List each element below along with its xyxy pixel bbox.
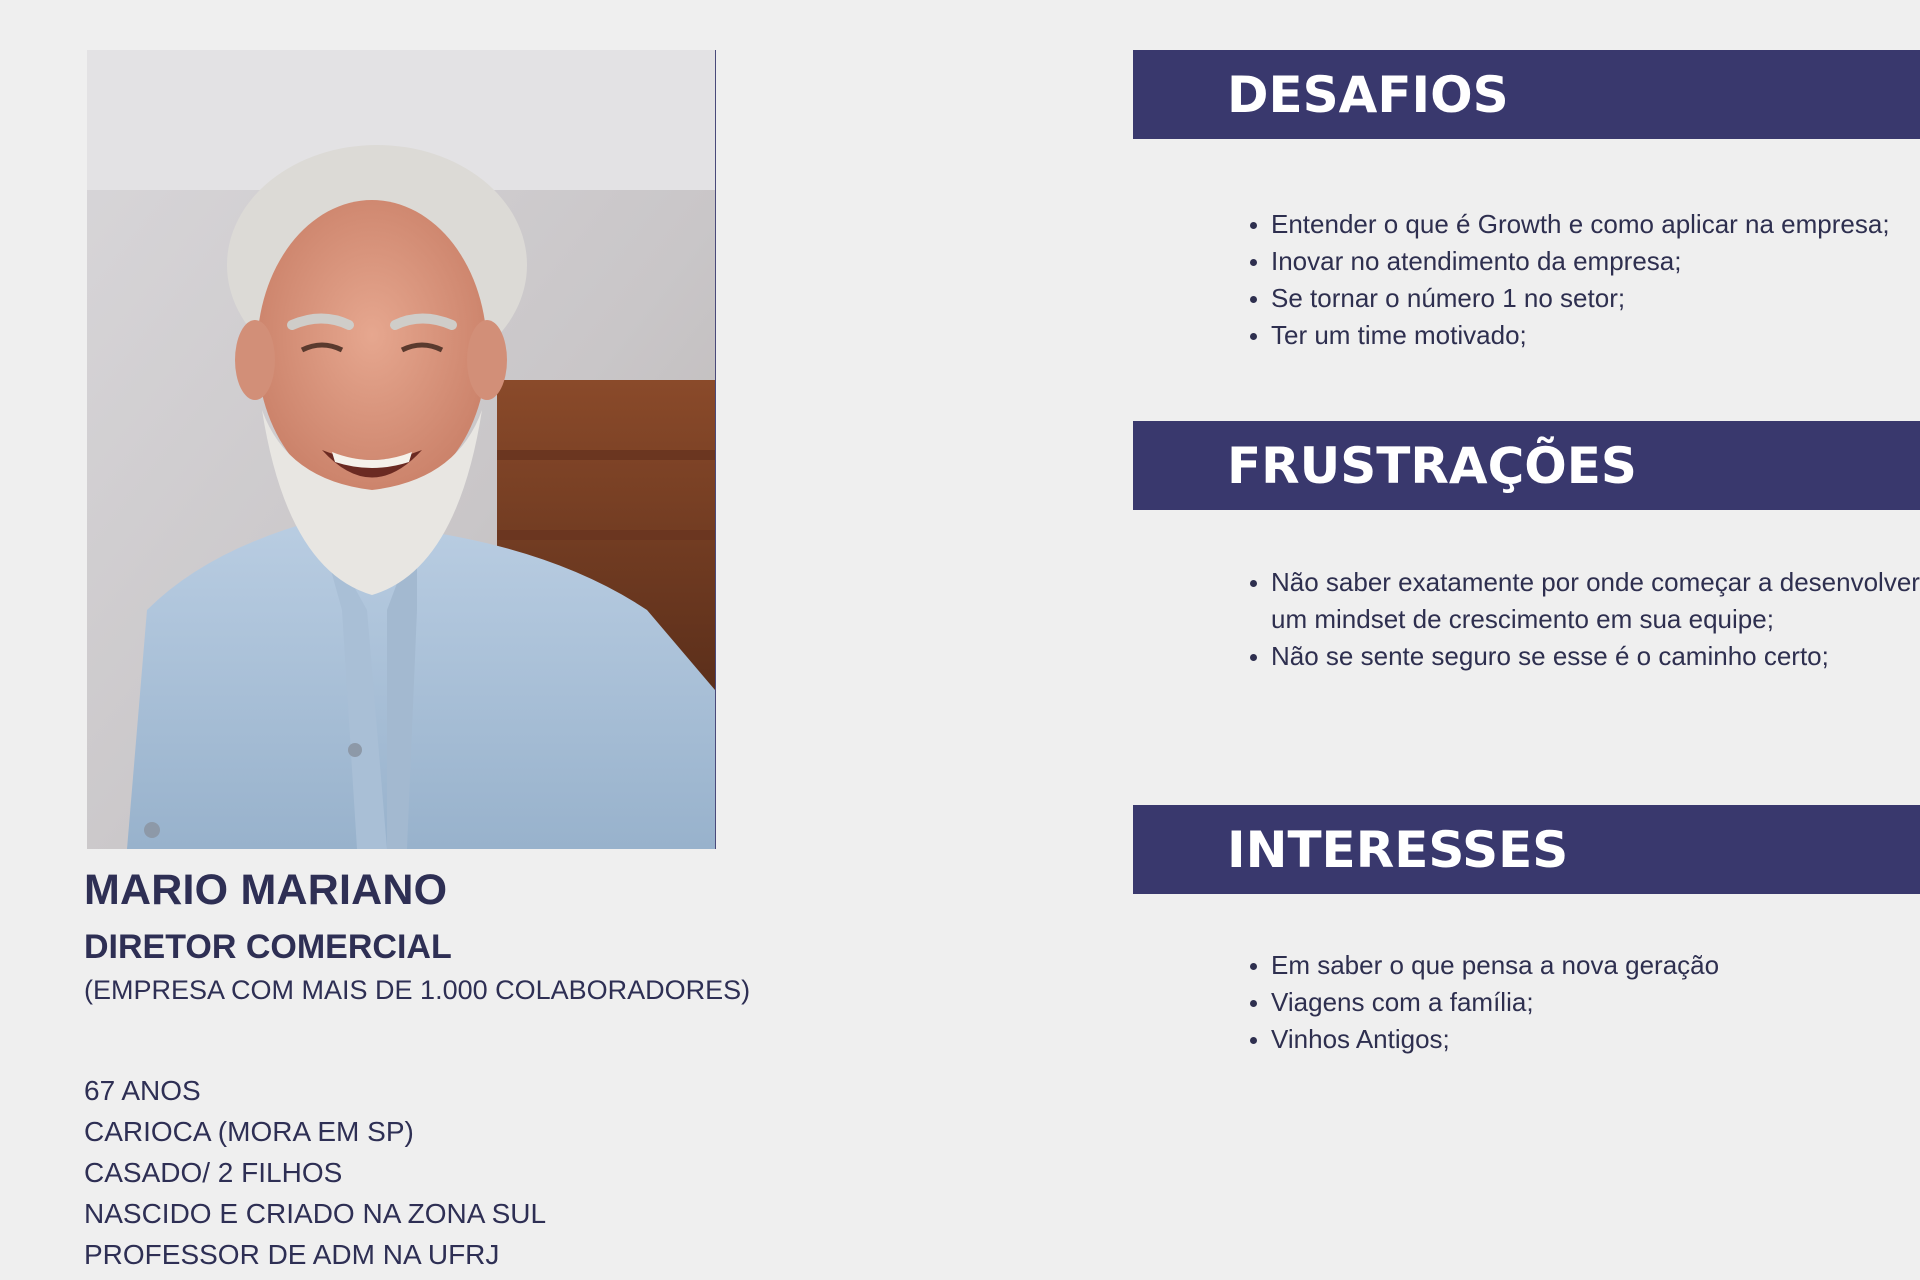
list-item: Em saber o que pensa a nova geração <box>1271 947 1920 984</box>
interesses-list <box>1247 947 1920 1058</box>
persona-facts <box>84 1070 546 1275</box>
persona-company: (EMPRESA COM MAIS DE 1.000 COLABORADORES) <box>84 975 751 1005</box>
desafios-list <box>1247 206 1920 354</box>
persona-name: MARIO MARIANO <box>84 866 448 914</box>
section-title-interesses: INTERESSES <box>1227 820 1569 879</box>
list-item: Entender o que é Growth e como aplicar na empresa; <box>1271 206 1920 243</box>
section-title-frustracoes: FRUSTRAÇÕES <box>1227 436 1637 495</box>
section-header-interesses <box>1133 805 1920 894</box>
list-item: Viagens com a família; <box>1271 984 1920 1021</box>
persona-role: DIRETOR COMERCIAL <box>84 928 452 966</box>
list-item: Não se sente seguro se esse é o caminho certo; <box>1271 638 1920 675</box>
list-item: Não saber exatamente por onde começar a desenvolver um mindset de crescimento em sua equipe; <box>1271 564 1920 638</box>
list-item: Vinhos Antigos; <box>1271 1021 1920 1058</box>
fact-item: CASADO/ 2 FILHOS <box>84 1157 343 1188</box>
section-header-frustracoes <box>1133 421 1920 510</box>
fact-item: CARIOCA (MORA EM SP) <box>84 1116 414 1147</box>
portrait-illustration <box>87 50 715 849</box>
section-header-desafios <box>1133 50 1920 139</box>
list-item: Se tornar o número 1 no setor; <box>1271 280 1920 317</box>
fact-item: NASCIDO E CRIADO NA ZONA SUL <box>84 1198 547 1229</box>
fact-item: 67 ANOS <box>84 1075 201 1106</box>
list-item: Inovar no atendimento da empresa; <box>1271 243 1920 280</box>
section-title-desafios: DESAFIOS <box>1227 65 1509 124</box>
list-item: Ter um time motivado; <box>1271 317 1920 354</box>
profile-photo <box>87 50 716 849</box>
frustracoes-list <box>1247 564 1920 675</box>
fact-item: PROFESSOR DE ADM NA UFRJ <box>84 1239 500 1270</box>
